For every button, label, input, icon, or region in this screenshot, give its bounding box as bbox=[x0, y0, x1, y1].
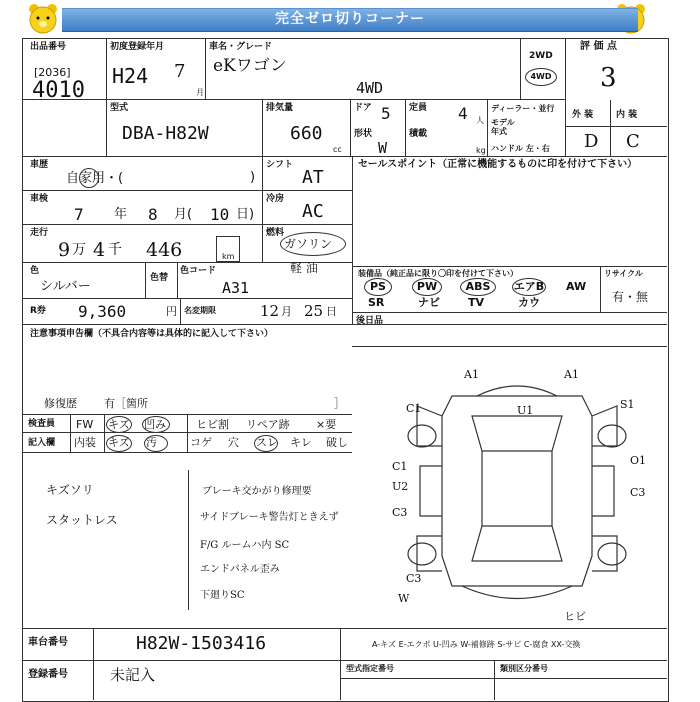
divider bbox=[22, 660, 667, 661]
first-reg-label: 初度登録年月 bbox=[110, 42, 165, 52]
divider bbox=[22, 156, 667, 157]
aftermarket-label: 後日品 bbox=[356, 316, 384, 326]
load-label: 積載 bbox=[409, 129, 428, 139]
equip-abs: ABS bbox=[460, 278, 496, 296]
check-int-wear: スレ bbox=[256, 436, 278, 449]
selected-circle bbox=[144, 435, 168, 452]
interior-value: C bbox=[626, 131, 640, 152]
divider bbox=[405, 99, 406, 156]
model-label: 型式 bbox=[110, 103, 129, 113]
check-int-scratch: キズ bbox=[108, 436, 130, 449]
reg-expiry-day-unit: 日 bbox=[326, 305, 337, 318]
usage-close: ) bbox=[250, 170, 256, 185]
usage-label: 車歴 bbox=[30, 160, 49, 170]
divider bbox=[487, 99, 488, 156]
repair-close: ］ bbox=[334, 397, 345, 410]
mileage-man: 9 bbox=[58, 239, 71, 261]
first-reg-month: 7 bbox=[174, 61, 186, 82]
color-value: シルバー bbox=[40, 279, 91, 294]
notes-label: 注意事項申告欄（不具合内容等は具体的に記入して下さい） bbox=[30, 329, 274, 339]
exterior-value: D bbox=[584, 131, 599, 152]
two-wd-option: 2WD bbox=[529, 51, 553, 61]
divider bbox=[352, 156, 353, 324]
divider bbox=[188, 470, 189, 610]
divider bbox=[494, 660, 495, 700]
check-scratch: キズ bbox=[108, 418, 130, 431]
formal-label-1: 型式指定番号 bbox=[346, 664, 394, 673]
damage-legend: A-キズ E-エクボ U-凹み W-補修跡 S-サビ C-腐食 XX-交換 bbox=[372, 640, 581, 649]
handnote-right-4: エンドパネル歪み bbox=[200, 564, 280, 575]
equip-pw: PW bbox=[412, 278, 442, 296]
inspection-day-unit: 日) bbox=[236, 207, 255, 222]
recycle-label: リサイクル bbox=[604, 269, 643, 278]
aircon-label: 冷房 bbox=[266, 194, 285, 204]
inspection-label: 車検 bbox=[30, 194, 49, 204]
chassis-number: H82W-1503416 bbox=[136, 633, 267, 654]
reg-expiry-month-unit: 月 bbox=[281, 305, 292, 318]
check-int-cut: キレ bbox=[290, 436, 312, 449]
reg-expiry-label: 名変期限 bbox=[184, 306, 216, 315]
selected-circle bbox=[106, 435, 132, 452]
handnote-right-2: サイドブレーキ警告灯ときえず bbox=[200, 512, 339, 523]
car-name: eKワゴン bbox=[213, 56, 287, 76]
divider bbox=[22, 324, 667, 325]
check-int-dirt: 汚 bbox=[146, 436, 157, 449]
doors-label: ドア bbox=[354, 103, 372, 113]
r-ticket-label: R券 bbox=[30, 306, 46, 316]
model-value: DBA-H82W bbox=[122, 123, 209, 144]
divider bbox=[22, 298, 352, 299]
inspection-month: 8 bbox=[148, 205, 158, 224]
month-unit: 月 bbox=[196, 88, 204, 97]
banner-title: 完全ゼロ切りコーナー bbox=[275, 11, 425, 27]
mark-crack: ヒビ bbox=[564, 610, 586, 623]
bear-mascot-icon bbox=[26, 2, 60, 36]
reg-expiry-month: 12 bbox=[260, 302, 280, 320]
mark-a1-right: A1 bbox=[564, 368, 579, 381]
inspection-year-unit: 年 bbox=[114, 207, 128, 222]
equipment-label: 装備品（純正品に限り〇印を付けて下さい） bbox=[358, 269, 518, 278]
selected-circle bbox=[254, 435, 278, 452]
divider bbox=[145, 262, 146, 298]
mark-u1: U1 bbox=[517, 404, 534, 417]
lot-number: 4010 bbox=[32, 78, 85, 103]
exterior-label: 外 装 bbox=[572, 110, 594, 120]
repair-value: 有［箇所 bbox=[104, 397, 148, 410]
equip-airbag: エアB bbox=[512, 278, 546, 296]
handnote-right-3: F/G ルームハ内 SC bbox=[200, 540, 290, 551]
divider bbox=[22, 452, 352, 453]
divider bbox=[22, 99, 565, 100]
mileage-label: 走行 bbox=[30, 228, 49, 238]
recycle-value: 有・無 bbox=[612, 290, 649, 304]
lot-label: 出品番号 bbox=[30, 42, 67, 52]
divider bbox=[177, 262, 178, 298]
grade-value: 3 bbox=[600, 63, 617, 93]
handnote-left-2: スタットレス bbox=[46, 513, 118, 527]
divider bbox=[22, 628, 667, 629]
divider bbox=[340, 678, 667, 679]
selected-circle bbox=[142, 416, 170, 433]
displacement-unit: cc bbox=[333, 145, 342, 154]
mark-o1: O1 bbox=[630, 454, 647, 467]
mark-c1-side: C1 bbox=[392, 460, 408, 473]
divider bbox=[520, 38, 521, 100]
capacity-value: 4 bbox=[458, 104, 468, 123]
check-dent: 凹み bbox=[144, 418, 166, 431]
check-fw: FW bbox=[76, 418, 94, 431]
mark-c1-front-left: C1 bbox=[406, 402, 422, 415]
displacement-value: 660 bbox=[290, 123, 323, 144]
repair-label: 修復歴 bbox=[44, 397, 77, 410]
reg-expiry-day: 25 bbox=[304, 302, 324, 320]
handnote-left-1: キズソリ bbox=[46, 483, 94, 497]
check-int-hole: 穴 bbox=[228, 436, 239, 449]
equip-cow: カウ bbox=[518, 296, 540, 309]
divider bbox=[340, 628, 341, 700]
shift-value: AT bbox=[302, 167, 324, 188]
aircon-value: AC bbox=[302, 201, 324, 222]
divider bbox=[187, 414, 188, 452]
divider bbox=[104, 414, 105, 452]
mileage-sen-unit: 千 bbox=[108, 242, 122, 258]
four-wd-option: 4WD bbox=[525, 68, 557, 86]
check-crack: ヒビ割 bbox=[196, 418, 229, 431]
equip-sr: SR bbox=[368, 296, 385, 309]
fuel-label: 燃料 bbox=[266, 228, 285, 238]
selected-circle bbox=[280, 232, 346, 256]
divider bbox=[565, 38, 566, 156]
check-repair: リペア跡 bbox=[246, 418, 290, 431]
equip-navi: ナビ bbox=[418, 296, 440, 309]
mileage-man-unit: 万 bbox=[72, 242, 86, 258]
chassis-label: 車台番号 bbox=[28, 637, 68, 648]
interior-label: 内 装 bbox=[616, 110, 638, 120]
car-drive: 4WD bbox=[356, 79, 384, 97]
selling-points-label: セールスポイント（正常に機能するものに印を付けて下さい） bbox=[358, 159, 638, 170]
model-year-label: モデル 年式 bbox=[491, 118, 515, 136]
color-code-label: 色コード bbox=[180, 266, 217, 276]
dealer-label: ディーラー・並行 bbox=[491, 104, 555, 113]
mark-c3-side: C3 bbox=[392, 506, 408, 519]
inspection-year: 7 bbox=[74, 205, 84, 224]
mark-c3-right: C3 bbox=[630, 486, 646, 499]
equip-aw: AW bbox=[566, 280, 587, 293]
divider bbox=[106, 38, 107, 156]
divider bbox=[350, 99, 351, 156]
equip-tv: TV bbox=[468, 296, 485, 309]
divider bbox=[262, 156, 263, 262]
mileage-unit: km bbox=[222, 252, 235, 261]
displacement-label: 排気量 bbox=[266, 103, 294, 113]
divider bbox=[352, 312, 667, 313]
divider bbox=[565, 126, 667, 127]
check-int-burn: コゲ bbox=[190, 436, 212, 449]
inspection-day: 10 bbox=[210, 205, 230, 224]
usage-value: 自家用・( bbox=[66, 171, 124, 186]
divider bbox=[352, 266, 667, 267]
doors-value: 5 bbox=[381, 104, 391, 123]
formal-label-2: 類別区分番号 bbox=[500, 664, 548, 673]
handle-label: ハンドル 左・右 bbox=[491, 144, 550, 153]
inspector-label-1: 検査員 bbox=[28, 419, 56, 429]
divider bbox=[610, 100, 611, 156]
capacity-unit: 人 bbox=[476, 116, 484, 125]
shape-value: W bbox=[378, 139, 388, 157]
mark-a1-left: A1 bbox=[464, 368, 479, 381]
divider bbox=[352, 346, 667, 347]
handnote-right-1: ブレーキ交かがり修理要 bbox=[202, 486, 312, 497]
selected-circle bbox=[106, 416, 132, 433]
divider bbox=[262, 99, 263, 156]
inspection-month-unit: 月( bbox=[174, 207, 193, 222]
load-unit: kg bbox=[476, 146, 486, 155]
inspector-label-2: 記入欄 bbox=[28, 438, 56, 448]
mileage-sen: 4 bbox=[93, 239, 106, 261]
fuel-gas: ガソリン bbox=[284, 237, 333, 251]
equip-ps: PS bbox=[364, 278, 392, 296]
divider bbox=[205, 38, 206, 100]
color-code: A31 bbox=[222, 279, 250, 297]
mark-c3-rear: C3 bbox=[406, 572, 422, 585]
check-need: ×要 bbox=[316, 418, 337, 431]
unit-box bbox=[216, 236, 240, 262]
selected-circle bbox=[79, 168, 99, 188]
grade-label: 評 価 点 bbox=[580, 41, 617, 52]
color-change-label: 色替 bbox=[150, 273, 169, 283]
handnote-right-5: 下廻りSC bbox=[200, 590, 245, 601]
divider bbox=[600, 266, 601, 312]
fuel-diesel: 軽 油 bbox=[290, 261, 318, 275]
r-ticket-value: 9,360 bbox=[78, 302, 127, 321]
mark-u2: U2 bbox=[392, 480, 409, 493]
shape-label: 形状 bbox=[354, 129, 373, 139]
mark-w: W bbox=[398, 592, 410, 605]
first-reg-year: H24 bbox=[112, 64, 149, 88]
divider bbox=[93, 628, 94, 700]
reg-number-value: 未記入 bbox=[110, 666, 156, 684]
divider bbox=[180, 298, 181, 324]
capacity-label: 定員 bbox=[409, 103, 428, 113]
mark-s1: S1 bbox=[620, 398, 635, 411]
reg-number-label: 登録番号 bbox=[28, 669, 68, 680]
shift-label: シフト bbox=[266, 160, 294, 170]
divider bbox=[22, 224, 352, 225]
car-name-label: 車名・グレード bbox=[209, 42, 273, 52]
divider bbox=[22, 190, 352, 191]
check-int-tear: 破し bbox=[326, 436, 348, 449]
divider bbox=[70, 414, 71, 452]
check-interior: 内装 bbox=[74, 436, 96, 449]
car-damage-diagram bbox=[392, 356, 647, 624]
lot-sub: [2036] bbox=[34, 66, 71, 79]
r-ticket-unit: 円 bbox=[166, 305, 177, 318]
color-label: 色 bbox=[30, 266, 40, 276]
mileage-rest: 446 bbox=[146, 239, 183, 261]
